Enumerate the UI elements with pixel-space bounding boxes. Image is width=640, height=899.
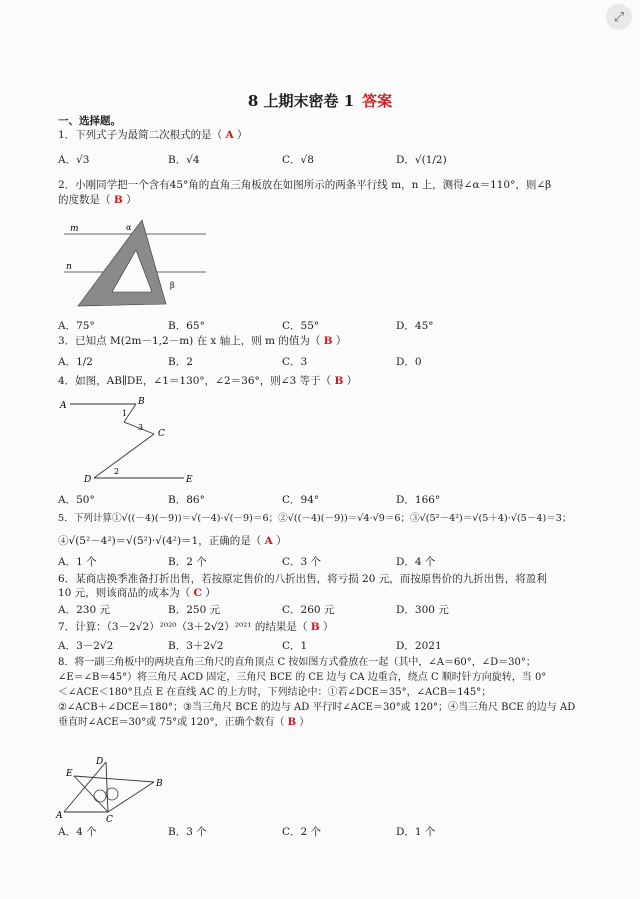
q8-label-e: E (66, 769, 73, 779)
q5-answer: A (264, 535, 273, 547)
q4-figure (58, 392, 208, 488)
q6-answer: C (193, 587, 202, 599)
question-6-line1: 6．某商店换季准备打折出售，若按原定售价的八折出售，将亏损 20 元，而按原售价的九折出售，将盈利 (58, 573, 547, 585)
q4-label-a: A (60, 401, 67, 411)
q4-option-a: A．50° (58, 494, 95, 506)
question-8-line3: ＜∠ACE＜180°且点 E 在直线 AC 的上方时，下列结论中：①若∠DCE＝35°，∠ACB＝145°； (58, 687, 492, 698)
q1-option-b: B．√4 (168, 154, 200, 166)
q6-close: ） (205, 587, 216, 599)
q8-label-c: C (106, 815, 113, 822)
q4-label-2: 2 (114, 467, 120, 476)
q3-option-d: D．0 (396, 356, 422, 368)
question-4 (58, 374, 357, 388)
q7-option-a: A．3－2√2 (58, 640, 114, 652)
q7-option-d: D．2021 (396, 640, 442, 652)
q5-stem: ④√(5²－4²)＝√(5²)·√(4²)＝1，正确的是（ (58, 535, 262, 547)
q3-option-a: A．1/2 (58, 356, 93, 368)
q5-close: ） (276, 535, 287, 547)
q2-label-beta: β (170, 281, 175, 290)
question-5-line1: 5．下列计算①√((－4)(－9))＝√(－4)·√(－9)＝6；②√((－4)(－9))＝√4·√9＝6；③√(5²－4²)＝√(5＋4)·√(5－4)＝3； (58, 513, 572, 524)
question-8-line5 (58, 716, 309, 730)
q3-close: ） (335, 335, 347, 347)
q4-option-d: D．166° (396, 494, 441, 506)
q8-label-a: A (56, 811, 63, 821)
q8-answer: B (287, 717, 297, 728)
question-8-line4: ②∠ACB＋∠DCE＝180°；③当三角尺 BCE 的边与 AD 平行时∠ACE＝30°或 120°；④当三角尺 BCE 的边与 AD (58, 702, 576, 713)
q4-label-3: 3 (138, 423, 144, 432)
q5-option-d: D．4 个 (396, 556, 436, 568)
q2-answer: B (113, 194, 123, 206)
expand-icon[interactable]: ⤢ (606, 4, 632, 30)
answer-tag: 答案 (362, 92, 393, 110)
question-2-line1: 2．小刚同学把一个含有45°角的直角三角板放在如图所示的两条平行线 m，n 上，测得∠α＝110°，则∠β (58, 179, 552, 191)
section-heading: 一、选择题。 (58, 115, 121, 127)
q5-option-a: A．1 个 (58, 556, 97, 568)
question-8-line1: 8．将一副三角板中的两块直角三角尺的直角顶点 C 按如图方式叠放在一起（其中，∠A＝60°，∠D＝30°； (58, 657, 536, 668)
q1-option-c: C．√8 (282, 154, 314, 166)
q8-close: ） (299, 717, 310, 728)
q2-option-c: C．55° (282, 320, 320, 332)
q4-label-b: B (138, 397, 145, 407)
q2-label-m: m (70, 224, 79, 234)
q8-option-c: C．2 个 (282, 826, 322, 838)
question-6-line2 (58, 586, 216, 600)
q3-option-b: B．2 (168, 356, 193, 368)
question-1 (58, 128, 248, 142)
q4-label-e: E (186, 475, 193, 485)
q1-option-d: D．√(1/2) (396, 154, 447, 166)
q7-answer: B (310, 621, 320, 633)
q5-option-c: C．3 个 (282, 556, 322, 568)
q8-label-b: B (156, 779, 163, 789)
q1-stem: 1．下列式子为最简二次根式的是（ (58, 129, 223, 141)
q7-close: ） (322, 621, 334, 633)
q2-option-b: B．65° (168, 320, 205, 332)
title-text: 8 上期末密卷 1 (247, 92, 355, 110)
q1-option-a: A．√3 (58, 154, 90, 166)
question-5-line2 (58, 534, 287, 548)
q7-option-c: C．1 (282, 640, 308, 652)
q6-option-a: A．230 元 (58, 604, 110, 616)
q7-stem: 7．计算：（3－2√2）²⁰²⁰（3＋2√2）²⁰²¹ 的结果是（ (58, 621, 308, 633)
q8-figure (54, 756, 170, 822)
q2-close: ） (126, 194, 137, 206)
q6-option-d: D．300 元 (396, 604, 449, 616)
q6-option-c: C．260 元 (282, 604, 335, 616)
q4-option-b: B．86° (168, 494, 205, 506)
q4-label-d: D (84, 475, 92, 485)
q8-stem: 垂直时∠ACE＝30°或 75°或 120°，正确个数有（ (58, 717, 285, 728)
q2-option-d: D．45° (396, 320, 434, 332)
q7-option-b: B．3＋2√2 (168, 640, 224, 652)
q5-option-b: B．2 个 (168, 556, 207, 568)
page-title (0, 90, 640, 111)
q4-label-1: 1 (122, 409, 128, 418)
q6-stem: 10 元，则该商品的成本为（ (58, 587, 191, 599)
q6-option-b: B．250 元 (168, 604, 221, 616)
q4-answer: B (334, 375, 344, 387)
q2-option-a: A．75° (58, 320, 95, 332)
q8-label-d: D (96, 757, 104, 767)
question-3 (58, 334, 346, 348)
q3-answer: B (323, 335, 333, 347)
q2-label-alpha: α (126, 223, 132, 232)
q8-option-d: D．1 个 (396, 826, 436, 838)
q4-stem: 4．如图，AB∥DE，∠1＝130°，∠2＝36°，则∠3 等于（ (58, 375, 332, 387)
question-8-line2: ∠E＝∠B＝45°）将三角尺 ACD 固定，三角尺 BCE 的 CE 边与 CA 边重合，绕点 C 顺时针方向旋转，当 0° (58, 672, 547, 683)
q1-answer: A (225, 129, 234, 141)
q1-close: ） (237, 129, 248, 141)
q4-option-c: C．94° (282, 494, 320, 506)
q2-figure (58, 212, 218, 312)
question-2-line2 (58, 193, 137, 207)
q8-option-b: B．3 个 (168, 826, 207, 838)
question-7 (58, 620, 333, 634)
q2-label-n: n (66, 262, 72, 272)
q3-stem: 3．已知点 M(2m－1,2－m) 在 x 轴上，则 m 的值为（ (58, 335, 321, 347)
q8-option-a: A．4 个 (58, 826, 97, 838)
q2-stem: 的度数是（ (58, 194, 111, 206)
q4-close: ） (346, 375, 358, 387)
q4-label-c: C (158, 429, 165, 439)
q3-option-c: C．3 (282, 356, 308, 368)
